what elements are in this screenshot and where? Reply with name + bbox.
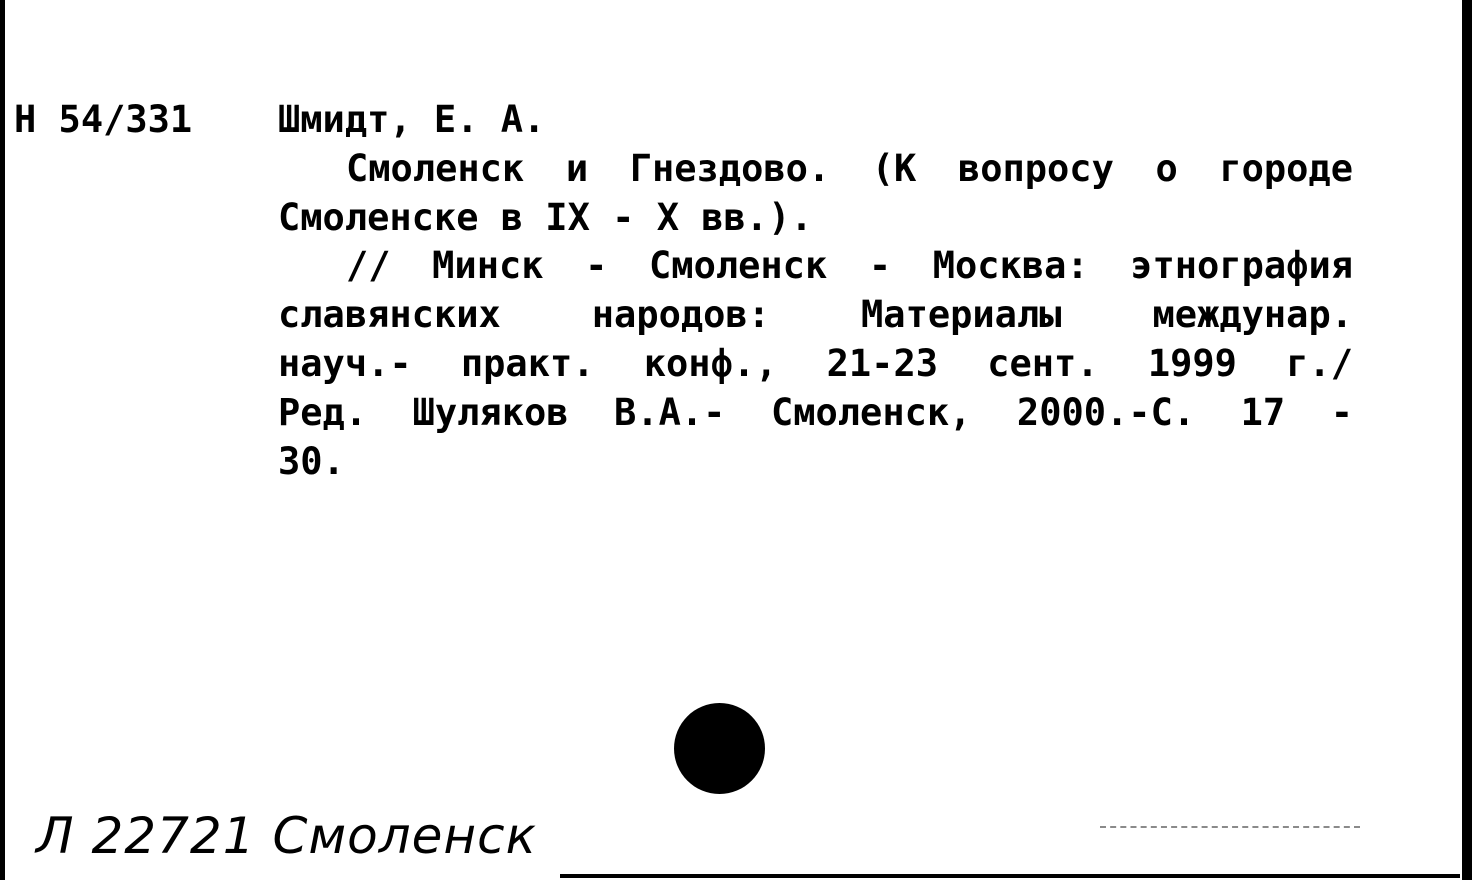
text-word: и [565,146,589,190]
text-word: Гнездово. [629,146,831,190]
text-word: - [868,244,892,288]
card-right-edge [1462,0,1472,880]
text-word: Смоленск, [770,390,972,434]
text-word: науч.- [278,341,412,385]
text-word: практ. [460,341,595,385]
text-line [278,194,1353,243]
text-word: сент. [987,341,1099,385]
text-word: Шмидт, Е. А. [278,98,546,141]
text-word: Ред. [278,390,368,434]
text-word: 2000.-С. [1016,390,1196,434]
text-word: вопросу [957,146,1114,190]
text-word: городе [1219,146,1353,190]
text-word: 17 [1240,390,1286,434]
text-word: - [585,244,608,288]
text-line [278,96,1353,145]
text-word: Смоленске в IX - X вв.). [278,195,813,239]
text-word: Минск [432,244,544,288]
text-line [278,291,1353,340]
text-line [278,242,1353,291]
text-word: Москва: [932,244,1089,288]
dashed-line [1100,826,1360,828]
handwritten-note: Л 22721 Смоленск [36,807,537,865]
text-word: Смоленск [346,146,525,190]
text-word: // [346,244,391,288]
card-bottom-edge [560,874,1460,878]
text-line [278,438,1353,487]
card-left-edge [0,0,5,880]
text-word: В.А.- [614,390,726,434]
text-word: 21-23 [826,341,939,385]
bibliographic-entry [278,96,1353,486]
text-word: - [1330,390,1353,434]
text-word: 1999 [1147,341,1237,385]
text-word: славянских [278,293,501,337]
text-word: Смоленск [649,244,828,288]
text-line [278,145,1353,194]
text-line [278,340,1353,389]
text-word: народов: [591,293,770,337]
text-word: (К [871,146,917,190]
text-word: Шуляков [412,390,569,434]
text-word: Материалы [861,293,1062,337]
text-word: этнография [1130,244,1353,288]
shelf-mark: Н 54/331 [14,98,193,141]
text-word: г./ [1286,341,1353,385]
punch-hole [674,703,765,794]
text-word: 30. [278,439,345,483]
text-word: о [1155,146,1178,190]
text-word: междунар. [1152,293,1353,337]
text-word: конф., [643,341,778,385]
text-line [278,389,1353,438]
